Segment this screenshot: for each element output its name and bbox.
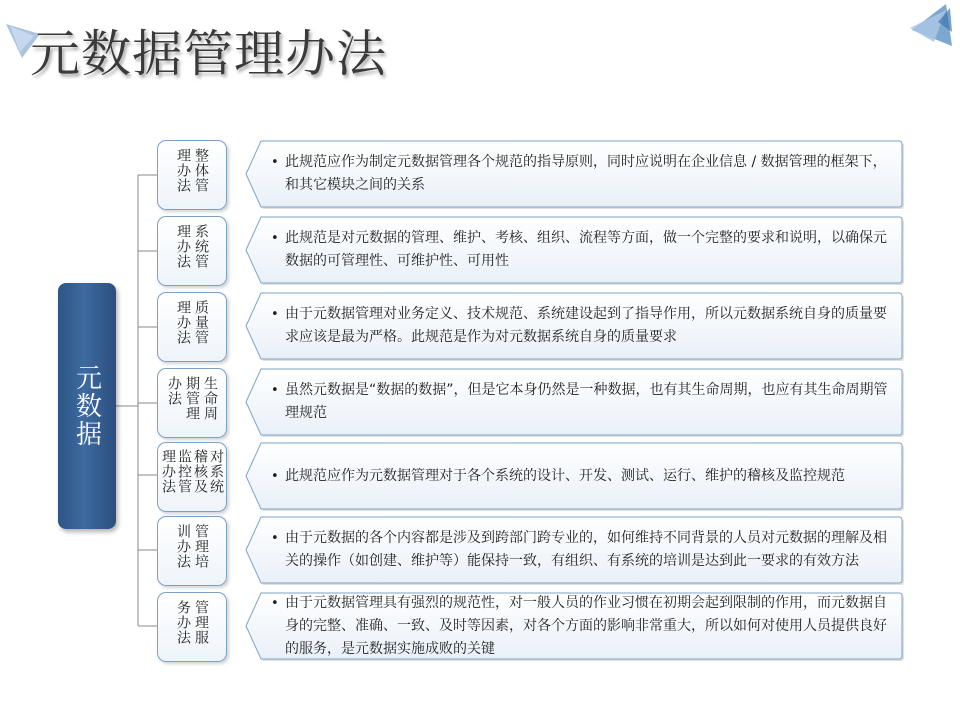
category-node-5 [157, 442, 227, 512]
category-node-1 [157, 140, 227, 210]
description-box-3 [245, 292, 903, 360]
page-title: 元数据管理办法 [30, 25, 387, 83]
description-box-6 [245, 516, 903, 584]
description-box-2 [245, 216, 903, 284]
category-node-4 [157, 368, 227, 438]
description-box-1 [245, 140, 903, 208]
description-text: • 由于元数据管理对业务定义、技术规范、系统建设起到了指导作用，所以元数据系统自身的质量要求应该是最为严格。此规范是作为对元数据系统自身的质量要求 [271, 303, 889, 349]
description-box-7 [245, 592, 903, 660]
category-label: 对系统稽核及监控管理办法 [160, 449, 224, 494]
description-box-4 [245, 368, 903, 436]
description-text: • 虽然元数据是“数据的数据”，但是它本身仍然是一种数据，也有其生命周期，也应有其生命周期管理规范 [271, 379, 889, 425]
category-label: 生命周期管理办法 [166, 376, 218, 421]
category-node-7 [157, 592, 227, 662]
category-label: 管理培训办法 [175, 524, 209, 569]
description-text: • 由于元数据管理具有强烈的规范性，对一般人员的作业习惯在初期会起到限制的作用，而元数据自身的完整、准确、一致、及时等因素，对各个方面的影响非常重大，所以如何对使用人员提供良好的服务，是元数据实施成败的关键 [271, 592, 889, 661]
description-text: • 此规范是对元数据的管理、维护、考核、组织、流程等方面，做一个完整的要求和说明，以确保元数据的可管理性、可维护性、可用性 [271, 227, 889, 273]
category-label: 系统管理办法 [175, 224, 209, 269]
description-text: • 此规范应作为制定元数据管理各个规范的指导原则，同时应说明在企业信息 / 数据管理的框架下，和其它模块之间的关系 [271, 151, 889, 197]
description-box-5 [245, 442, 903, 510]
category-label: 质量管理办法 [175, 300, 209, 345]
description-text: • 由于元数据的各个内容都是涉及到跨部门跨专业的，如何维持不同背景的人员对元数据的理解及相关的操作（如创建、维护等）能保持一致，有组织、有系统的培训是达到此一要求的有效方法 [271, 527, 889, 573]
category-node-6 [157, 516, 227, 586]
description-text: • 此规范应作为元数据管理对于各个系统的设计、开发、测试、运行、维护的稽核及监控规范 [271, 465, 845, 488]
root-node-metadata [58, 283, 116, 529]
category-node-2 [157, 216, 227, 286]
category-label: 管理服务办法 [175, 600, 209, 645]
category-label: 整体管理办法 [175, 148, 209, 193]
root-node-label: 元数据 [71, 364, 102, 448]
category-node-3 [157, 292, 227, 362]
